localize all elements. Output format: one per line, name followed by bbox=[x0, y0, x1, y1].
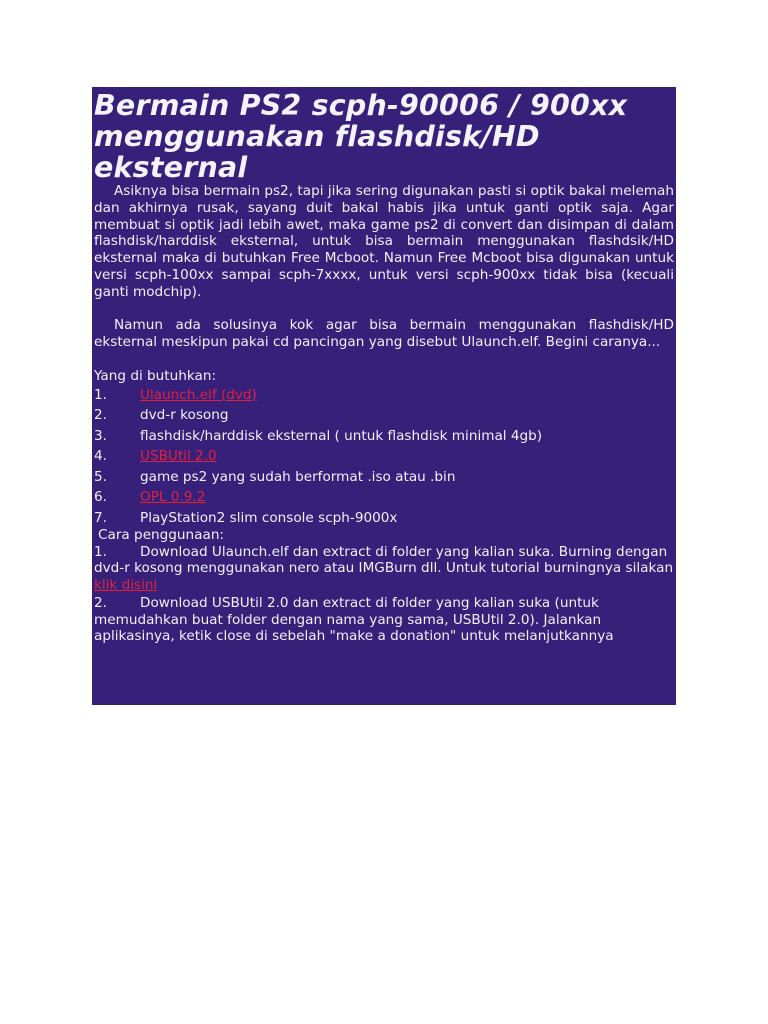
steps-list bbox=[94, 544, 674, 645]
list-number: 5. bbox=[94, 468, 107, 485]
list-item bbox=[94, 405, 674, 426]
list-number: 1. bbox=[94, 386, 107, 403]
list-item bbox=[94, 508, 674, 529]
requirements-heading: Yang di butuhkan: bbox=[94, 367, 217, 384]
ulaunch-link[interactable]: Ulaunch.elf (dvd) bbox=[140, 386, 257, 403]
list-text: PlayStation2 slim console scph-9000x bbox=[140, 509, 398, 526]
usbutil-link[interactable]: USBUtil 2.0 bbox=[140, 448, 217, 465]
document-title bbox=[94, 90, 674, 183]
usage-heading: Cara penggunaan: bbox=[98, 527, 225, 544]
solution-paragraph: Namun ada solusinya kok agar bisa bermain menggunakan flashdisk/HD eksternal meskipun pakai cd pancingan yang disebut Ulaunch.elf. Begini caranya... bbox=[94, 317, 674, 351]
spacer bbox=[94, 351, 674, 368]
list-item bbox=[94, 426, 674, 447]
list-text: dvd-r kosong bbox=[140, 407, 229, 424]
step-number: 2. bbox=[94, 595, 107, 612]
requirements-list bbox=[94, 385, 674, 529]
title-line-2: menggunakan flashdisk/HD bbox=[94, 120, 540, 153]
list-number: 2. bbox=[94, 407, 107, 424]
list-item bbox=[94, 467, 674, 488]
list-number: 7. bbox=[94, 509, 107, 526]
spacer bbox=[94, 301, 674, 318]
tutorial-link[interactable]: klik disini bbox=[94, 576, 158, 593]
title-line-3: eksternal bbox=[94, 151, 248, 184]
step-text: Download Ulaunch.elf dan extract di folder yang kalian suka. Burning dengan dvd-r kosong menggunakan nero atau IMGBurn dll. Untuk tutorial burningnya silakan bbox=[94, 543, 674, 577]
list-number: 6. bbox=[94, 489, 107, 506]
list-item bbox=[94, 487, 674, 508]
step-item bbox=[94, 544, 674, 594]
list-number: 3. bbox=[94, 427, 107, 444]
list-item bbox=[94, 446, 674, 467]
list-item bbox=[94, 385, 674, 406]
document-page bbox=[92, 87, 676, 705]
intro-paragraph: Asiknya bisa bermain ps2, tapi jika sering digunakan pasti si optik bakal melemah dan akhirnya rusak, sayang duit bakal habis jika untuk ganti optik saja. Agar membuat si optik jadi lebih awet, maka game ps2 di convert dan disimpan di dalam flashdisk/harddisk eksternal, untuk bisa bermain menggunakan flashdsik/HD eksternal maka di butuhkan Free Mcboot. Namun Free Mcboot bisa digunakan untuk versi scph-100xx sampai scph-7xxxx, untuk versi scph-900xx tidak bisa (kecuali ganti modchip). bbox=[94, 183, 674, 300]
list-text: game ps2 yang sudah berformat .iso atau .bin bbox=[140, 468, 456, 485]
list-text: flashdisk/harddisk eksternal ( untuk flashdisk minimal 4gb) bbox=[140, 427, 543, 444]
step-number: 1. bbox=[94, 543, 107, 560]
title-line-1: Bermain PS2 scph-90006 / 900xx bbox=[94, 89, 628, 122]
list-number: 4. bbox=[94, 448, 107, 465]
step-item bbox=[94, 595, 674, 645]
step-text: Download USBUtil 2.0 dan extract di folder yang kalian suka (untuk memudahkan buat folder dengan nama yang sama, USBUtil 2.0). Jalankan aplikasinya, ketik close di sebelah "make a donation" untuk melanjutkannya bbox=[94, 595, 614, 645]
opl-link[interactable]: OPL 0.9.2 bbox=[140, 489, 206, 506]
